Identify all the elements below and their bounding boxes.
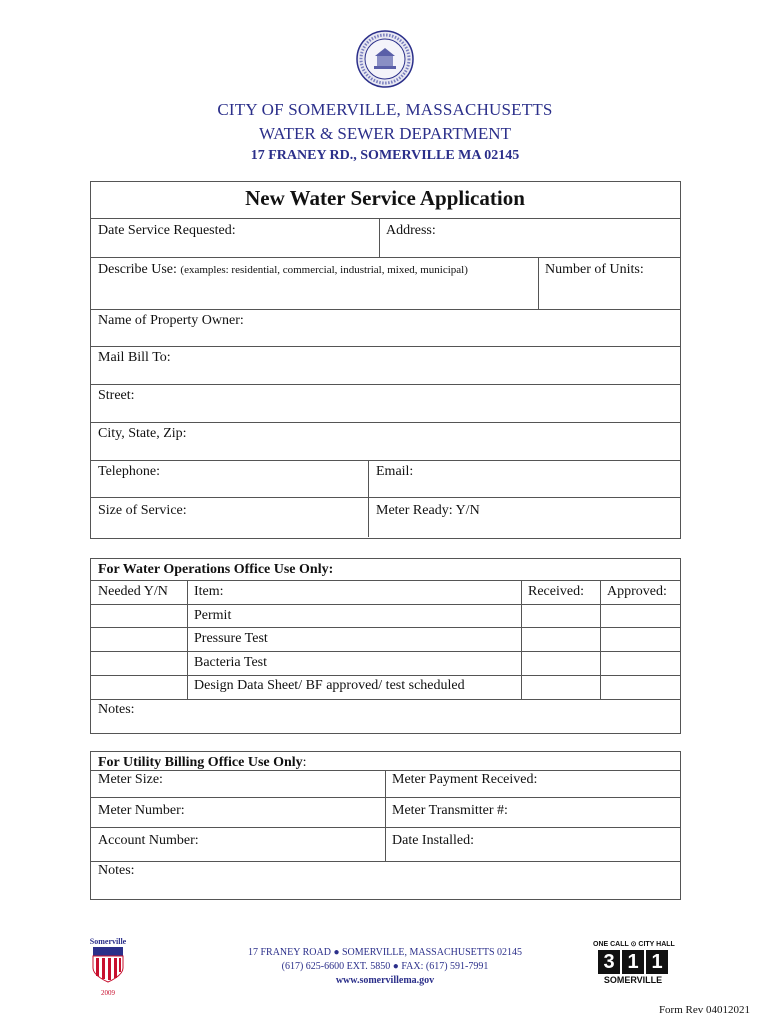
col-approved: Approved:: [607, 584, 667, 599]
digit-3: 3: [598, 950, 620, 974]
meter-ready-field[interactable]: Meter Ready: Y/N: [376, 503, 480, 518]
somerville-311-text: SOMERVILLE: [603, 975, 663, 985]
city-state-zip-field[interactable]: City, State, Zip:: [98, 426, 187, 441]
col-item: Item:: [194, 584, 224, 599]
email-field[interactable]: Email:: [376, 464, 414, 479]
col-received: Received:: [528, 584, 584, 599]
item-pressure-test: Pressure Test: [194, 631, 268, 646]
col-needed: Needed Y/N: [98, 584, 168, 599]
item-permit: Permit: [194, 608, 232, 623]
date-installed-field[interactable]: Date Installed:: [392, 833, 475, 848]
number-of-units-field[interactable]: Number of Units:: [545, 262, 644, 277]
utility-billing-heading: [98, 755, 307, 771]
water-operations-heading: For Water Operations Office Use Only:: [98, 562, 334, 577]
department-name: WATER & SEWER DEPARTMENT: [259, 124, 511, 143]
city-name: CITY OF SOMERVILLE, MASSACHUSETTS: [217, 100, 553, 119]
shield-logo-text: Somerville: [89, 937, 127, 946]
size-of-service-field[interactable]: Size of Service:: [98, 503, 187, 518]
form-revision: Form Rev 04012021: [658, 1004, 750, 1016]
water-operations-notes-field[interactable]: Notes:: [98, 702, 135, 717]
account-number-field[interactable]: Account Number:: [98, 833, 199, 848]
meter-size-field[interactable]: Meter Size:: [98, 772, 163, 787]
water-operations-section: [90, 558, 681, 734]
footer-address: 17 FRANEY ROAD ● SOMERVILLE, MASSACHUSETTS 02145: [247, 947, 523, 958]
department-address: 17 FRANEY RD., SOMERVILLE MA 02145: [250, 148, 520, 163]
billing-notes-field[interactable]: Notes:: [98, 863, 135, 878]
describe-use-field[interactable]: [98, 262, 468, 278]
digit-1b: 1: [646, 950, 668, 974]
utility-billing-heading-text: For Utility Billing Office Use Only: [98, 755, 303, 770]
311-digits: [593, 950, 673, 974]
footer-website[interactable]: www.somervillema.gov: [335, 975, 435, 986]
date-service-requested-field[interactable]: Date Service Requested:: [98, 223, 236, 238]
utility-billing-heading-colon: :: [302, 755, 307, 770]
digit-1a: 1: [622, 950, 644, 974]
footer-phone: (617) 625-6600 EXT. 5850 ● FAX: (617) 591-7991: [281, 961, 489, 972]
item-design-data-sheet: Design Data Sheet/ BF approved/ test scheduled: [194, 678, 465, 693]
describe-use-examples: (examples: residential, commercial, industrial, mixed, municipal): [180, 264, 468, 276]
meter-number-field[interactable]: Meter Number:: [98, 803, 185, 818]
form-title: New Water Service Application: [245, 186, 525, 210]
one-call-311-logo: [593, 940, 673, 985]
address-field[interactable]: Address:: [386, 223, 436, 238]
property-owner-field[interactable]: Name of Property Owner:: [98, 313, 244, 328]
meter-payment-field[interactable]: Meter Payment Received:: [392, 772, 538, 787]
shield-logo-year: 2009: [101, 989, 115, 997]
mail-bill-to-field[interactable]: Mail Bill To:: [98, 350, 171, 365]
describe-use-label: Describe Use:: [98, 262, 177, 277]
city-seal-icon: [356, 30, 414, 88]
telephone-field[interactable]: Telephone:: [98, 464, 160, 479]
meter-transmitter-field[interactable]: Meter Transmitter #:: [392, 803, 508, 818]
street-field[interactable]: Street:: [98, 388, 135, 403]
one-call-text: ONE CALL ⊙ CITY HALL: [593, 941, 675, 948]
item-bacteria-test: Bacteria Test: [194, 655, 268, 670]
